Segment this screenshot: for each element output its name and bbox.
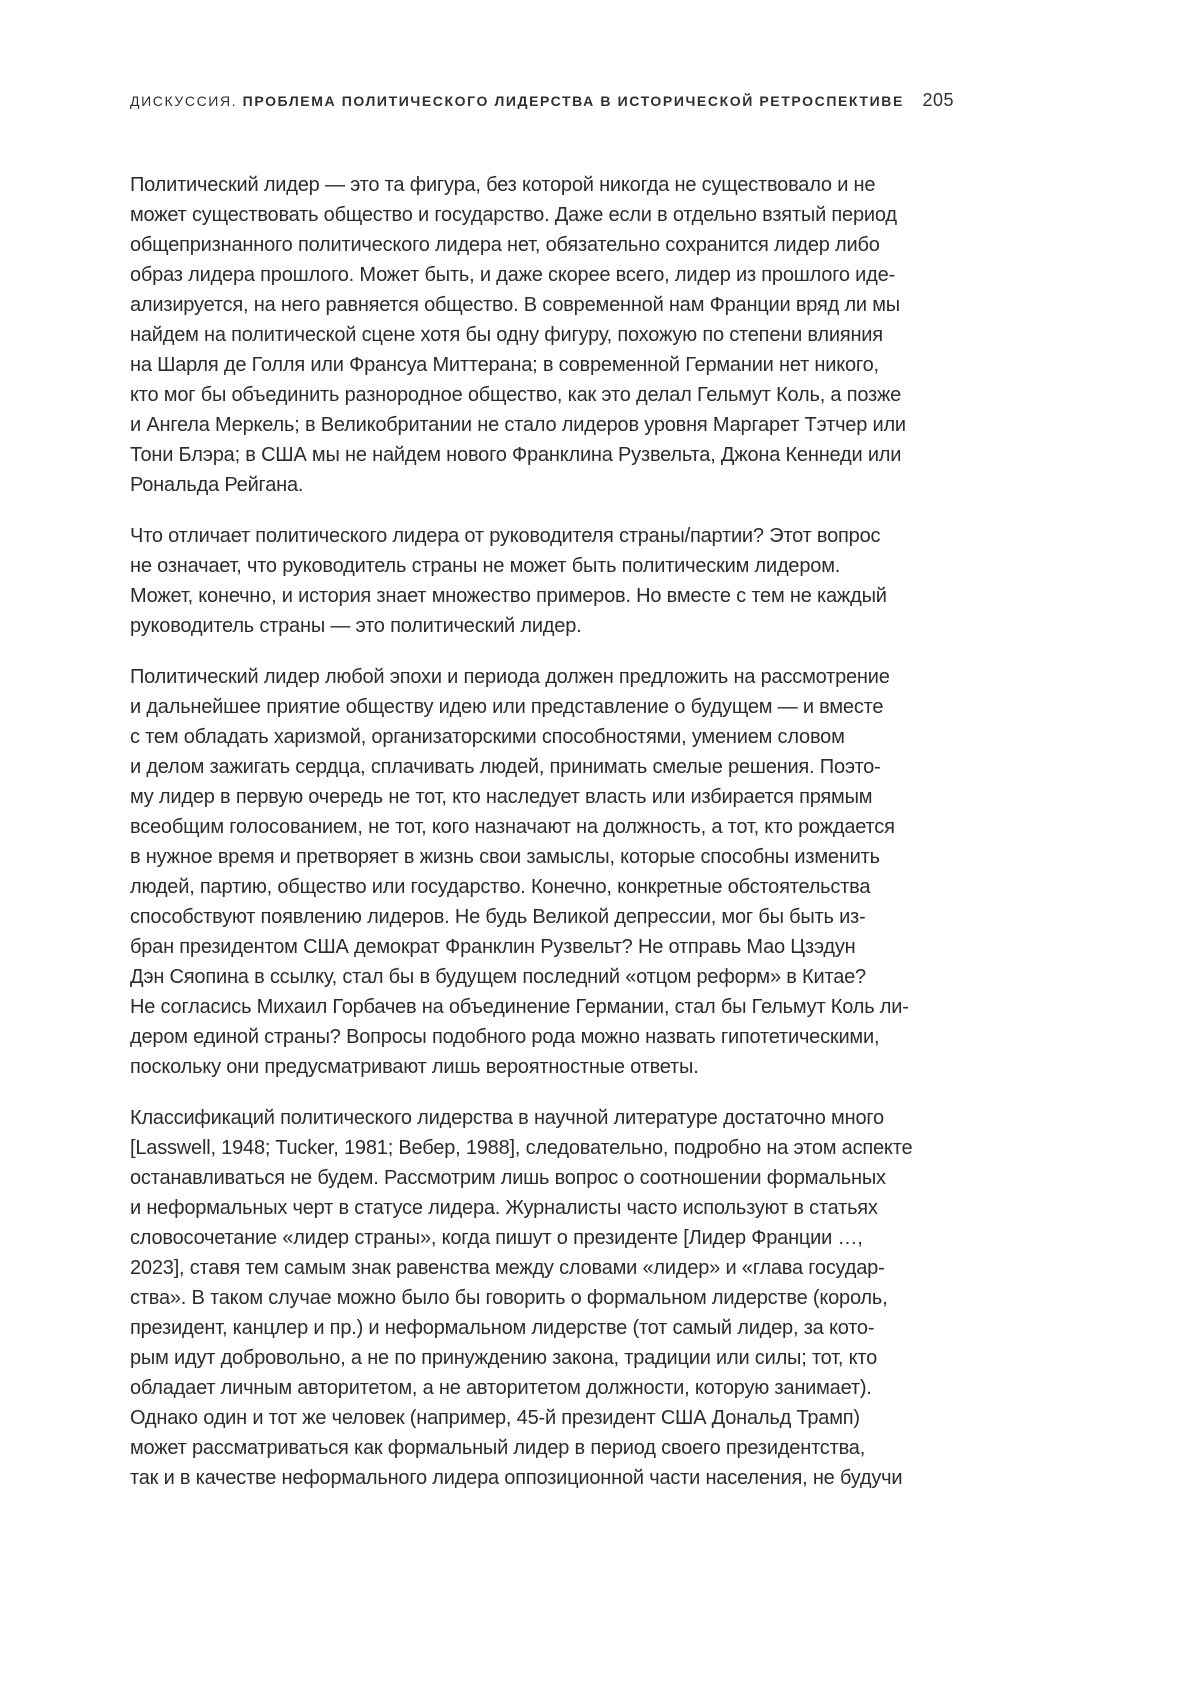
paragraph — [130, 170, 960, 500]
text-line: образ лидера прошлого. Может быть, и даже скорее всего, лидер из прошлого иде- — [130, 264, 895, 286]
text-line: дером единой страны? Вопросы подобного рода можно назвать гипотетическими, — [130, 1026, 880, 1048]
paragraph — [130, 662, 960, 1082]
text-line: Политический лидер — это та фигура, без которой никогда не существовало и не — [130, 174, 876, 196]
text-line: людей, партию, общество или государство. Конечно, конкретные обстоятельства — [130, 876, 871, 898]
text-line: 2023], ставя тем самым знак равенства между словами «лидер» и «глава государ- — [130, 1257, 885, 1279]
text-line: Дэн Сяопина в ссылку, стал бы в будущем последний «отцом реформ» в Китае? — [130, 966, 866, 988]
page-number: 205 — [922, 90, 954, 110]
text-line: Классификаций политического лидерства в научной литературе достаточно много — [130, 1107, 884, 1129]
text-line: президент, канцлер и пр.) и неформальном лидерстве (тот самый лидер, за кото- — [130, 1317, 875, 1339]
text-line: Тони Блэра; в США мы не найдем нового Франклина Рузвельта, Джона Кеннеди или — [130, 444, 902, 466]
text-line: останавливаться не будем. Рассмотрим лишь вопрос о соотношении формальных — [130, 1167, 886, 1189]
text-line: Политический лидер любой эпохи и периода должен предложить на рассмотрение — [130, 666, 890, 688]
text-line: му лидер в первую очередь не тот, кто наследует власть или избирается прямым — [130, 786, 873, 808]
text-line: и неформальных черт в статусе лидера. Журналисты часто используют в статьях — [130, 1197, 878, 1219]
article-body — [130, 170, 960, 1514]
text-line: в нужное время и претворяет в жизнь свои замыслы, которые способны изменить — [130, 846, 880, 868]
text-line: ства». В таком случае можно было бы говорить о формальном лидерстве (король, — [130, 1287, 888, 1309]
text-line: поскольку они предусматривают лишь вероятностные ответы. — [130, 1056, 699, 1078]
text-line: кто мог бы объединить разнородное общество, как это делал Гельмут Коль, а позже — [130, 384, 902, 406]
text-line: [Lasswell, 1948; Tucker, 1981; Вебер, 1988], следовательно, подробно на этом аспекте — [130, 1137, 913, 1159]
text-line: всеобщим голосованием, не тот, кого назначают на должность, а тот, кто рождается — [130, 816, 895, 838]
paragraph — [130, 521, 960, 641]
text-line: руководитель страны — это политический лидер. — [130, 615, 582, 637]
article-title: ПРОБЛЕМА ПОЛИТИЧЕСКОГО ЛИДЕРСТВА В ИСТОРИЧЕСКОЙ РЕТРОСПЕКТИВЕ — [242, 93, 904, 109]
running-title — [130, 93, 904, 109]
text-line: так и в качестве неформального лидера оппозиционной части населения, не будучи — [130, 1467, 903, 1489]
text-line: и делом зажигать сердца, сплачивать людей, принимать смелые решения. Поэто- — [130, 756, 881, 778]
section-label: ДИСКУССИЯ. — [130, 93, 238, 109]
text-line: ализируется, на него равняется общество. В современной нам Франции вряд ли мы — [130, 294, 900, 316]
text-line: способствуют появлению лидеров. Не будь Великой депрессии, мог бы быть из- — [130, 906, 866, 928]
text-line: общепризнанного политического лидера нет, обязательно сохранится лидер либо — [130, 234, 880, 256]
paragraph — [130, 1103, 960, 1493]
text-line: Может, конечно, и история знает множество примеров. Но вместе с тем не каждый — [130, 585, 887, 607]
text-line: может существовать общество и государство. Даже если в отдельно взятый период — [130, 204, 897, 226]
text-line: словосочетание «лидер страны», когда пишут о президенте [Лидер Франции …, — [130, 1227, 863, 1249]
text-line: Однако один и тот же человек (например, 45-й президент США Дональд Трамп) — [130, 1407, 860, 1429]
running-header — [130, 90, 954, 111]
text-line: с тем обладать харизмой, организаторскими способностями, умением словом — [130, 726, 845, 748]
text-line: Что отличает политического лидера от руководителя страны/партии? Этот вопрос — [130, 525, 881, 547]
text-line: обладает личным авторитетом, а не авторитетом должности, которую занимает). — [130, 1377, 872, 1399]
text-line: Не согласись Михаил Горбачев на объединение Германии, стал бы Гельмут Коль ли- — [130, 996, 909, 1018]
text-line: и дальнейшее приятие обществу идею или представление о будущем — и вместе — [130, 696, 884, 718]
text-line: найдем на политической сцене хотя бы одну фигуру, похожую по степени влияния — [130, 324, 883, 346]
text-line: бран президентом США демократ Франклин Рузвельт? Не отправь Мао Цзэдун — [130, 936, 856, 958]
text-line: и Ангела Меркель; в Великобритании не стало лидеров уровня Маргарет Тэтчер или — [130, 414, 906, 436]
text-line: Рональда Рейгана. — [130, 474, 304, 496]
text-line: на Шарля де Голля или Франсуа Миттерана; в современной Германии нет никого, — [130, 354, 879, 376]
text-line: рым идут добровольно, а не по принуждению закона, традиции или силы; тот, кто — [130, 1347, 878, 1369]
text-line: может рассматриваться как формальный лидер в период своего президентства, — [130, 1437, 866, 1459]
text-line: не означает, что руководитель страны не может быть политическим лидером. — [130, 555, 841, 577]
